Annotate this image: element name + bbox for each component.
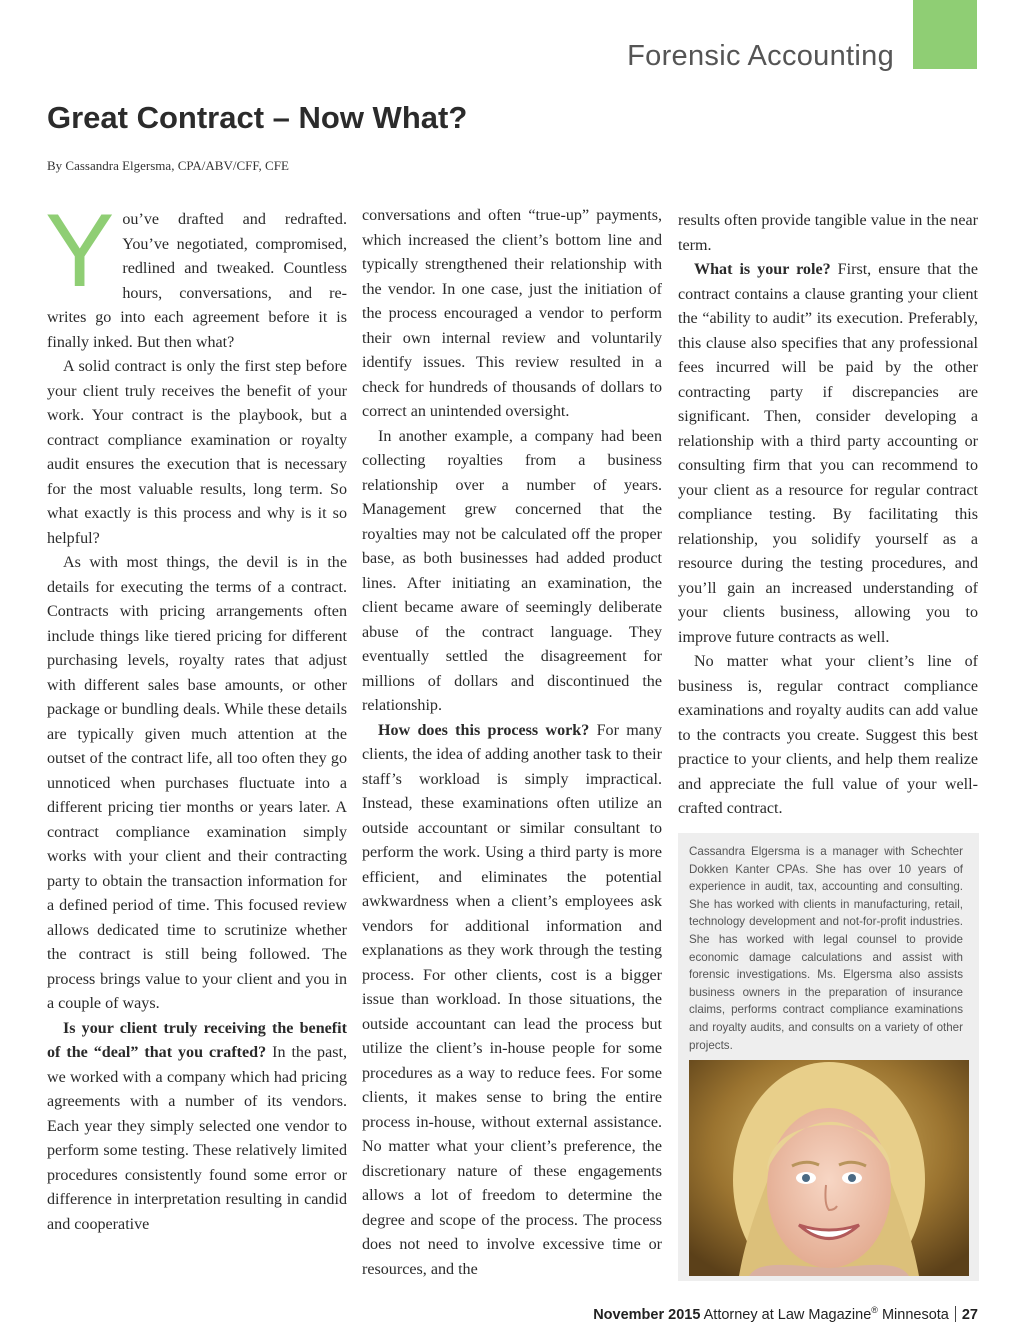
subhead: What is your role? <box>694 261 831 278</box>
paragraph: In another example, a company had been collecting royalties from a business relationship over a number of years. Management grew concerned that the royalties may not be calculated off the proper base, as both businesses had added product lines. After initiating an examination, the client became aware of seemingly deliberate abuse of the contract language. They eventually settled the disagreement for millions of dollars and discontinued the relationship. <box>362 427 662 714</box>
article-title: Great Contract – Now What? <box>47 100 468 135</box>
paragraph <box>47 1017 347 1238</box>
issue-date: November 2015 <box>593 1306 701 1323</box>
registered-mark: ® <box>871 1305 878 1315</box>
page-number: 27 <box>961 1306 978 1323</box>
author-bio: Cassandra Elgersma is a manager with Schechter Dokken Kanter CPAs. She has over 10 years of experience in audit, tax, accounting and consulting. She has worked with clients in manufacturing, retail, technology development and not-for-profit industries. She has worked with legal counsel to provide economic damage calculations and assist with forensic investigations. Ms. Elgersma also assists business owners in the preparation of insurance claims, performs contract compliance examinations and royalty audits, and consults on a variety of other projects. <box>689 845 963 1052</box>
paragraph: conversations and often “true-up” payments, which increased the client’s bottom line and typically strengthened their relationship with the vendor. In one case, just the initiation of the process encouraged a vendor to perform their own internal review and voluntarily identify issues. This review resulted in a check for hundreds of thousands of dollars to correct an unintended oversight. <box>362 207 662 420</box>
region-name: Minnesota <box>881 1306 949 1323</box>
subhead: How does this process work? <box>378 721 590 739</box>
paragraph <box>362 719 662 1283</box>
magazine-name: Attorney at Law Magazine <box>703 1306 872 1323</box>
page-footer <box>593 1305 978 1323</box>
paragraph-text: First, ensure that the contract contains a clause granting your client the “ability to audit” its execution. Preferably, this clause also specifies that any professional fees incurred will be paid by the other contracting party if discrepancies are significant. Then, consider developing a relationship with a third party accounting or consulting firm that you can recommend to your client as a resource for regular contract compliance testing. By facilitating this relationship, you solidify yourself as a resource during the testing procedures, and you’ll gain an increased understanding of your clients business, allowing you to improve future contracts as well. <box>678 261 978 646</box>
author-photo <box>689 1060 969 1276</box>
paragraph: As with most things, the devil is in the details for executing the terms of a contract. Contracts with pricing arrangements often include things like tiered pricing for different purchasing levels, royalty rates that adjust with different sales base amounts, or other package or bundling deals. While these details are typically given much attention at the outset of the contract life, all too often they go unnoticed when purchases fluctuate into a different pricing tier months or years later. A contract compliance examination simply works with your client and their contracting party to obtain the transaction information for a defined period of time. This focused review allows dedicated time to scrutinize whether the contract is still being followed. The process brings value to your client and you in a couple of ways. <box>47 554 347 1012</box>
footer-divider <box>955 1306 956 1322</box>
paragraph <box>678 258 978 650</box>
paragraph: A solid contract is only the first step before your client truly receives the benefit of your work. Your contract is the playbook, but a contract compliance examination or royalty audit ensures the execution that is necessary for the most valuable results, long term. So what exactly is this process and why is it so helpful? <box>47 358 347 547</box>
paragraph-text: ou’ve drafted and redrafted. You’ve negotiated, compromised, redlined and tweaked. Countless hours, conversations, and re-writes go into each agreement before it is finally inked. But then what? <box>47 211 347 351</box>
paragraph-text: In the past, we worked with a company which had pricing agreements with a number of its vendors. Each year they simply selected one vendor to perform some testing. These relatively limited procedures consistently found some error or difference in interpretation resulting in candid and cooperative <box>47 1044 347 1233</box>
byline: By Cassandra Elgersma, CPA/ABV/CFF, CFE <box>47 158 289 173</box>
paragraph: No matter what your client’s line of business is, regular contract compliance examinations and royalty audits can add value to the contracts you create. Suggest this best practice to your clients, and help them realize and appreciate the full value of your well-crafted contract. <box>678 653 978 817</box>
paragraph-text: For many clients, the idea of adding another task to their staff’s workload is simply impractical. Instead, these examinations often utilize an outside accountant or similar consultant to perform the work. Using a third party is more efficient, and eliminates the potential awkwardness when a client’s employees ask vendors for additional information and explanations as they work through the testing process. For other clients, cost is a bigger issue than workload. In those situations, the outside accountant can lead the process but utilize the client’s in-house people for some procedures as a way to reduce fees. For some clients, it makes sense to bring the entire process in-house, without external assistance. No matter what your client’s preference, the discretionary nature of these engagements allows a lot of freedom to determine the degree and scope of the process. The process does not need to involve excessive time or resources, and the <box>362 721 662 1278</box>
article-column-2 <box>362 204 662 1282</box>
section-color-tab <box>913 0 977 69</box>
section-label: Forensic Accounting <box>627 40 894 72</box>
paragraph <box>45 193 347 355</box>
paragraph: results often provide tangible value in the near term. <box>678 212 978 254</box>
author-portrait-image <box>689 1060 969 1276</box>
subhead: Is your client truly receiving the benefit of the “deal” that you crafted? <box>47 1019 347 1061</box>
article-column-3 <box>678 209 978 822</box>
article-column-1 <box>45 193 347 1237</box>
drop-cap: Y <box>45 193 115 309</box>
